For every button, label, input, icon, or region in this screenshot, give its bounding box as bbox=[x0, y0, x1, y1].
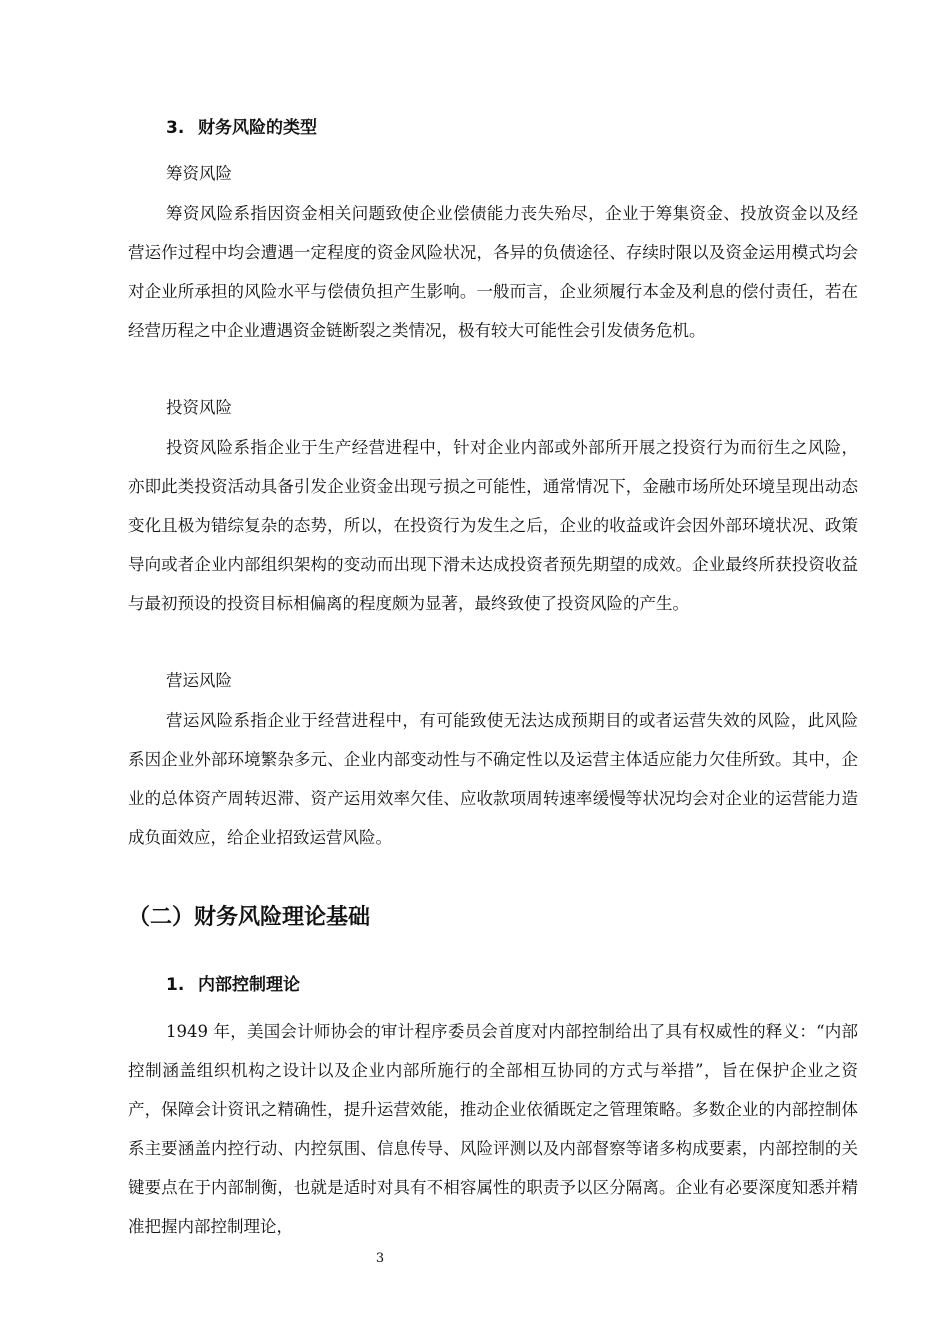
page-number: 3 bbox=[375, 1251, 385, 1266]
section-heading-internal-control bbox=[166, 973, 300, 997]
subheading-investment-risk: 投资风险 bbox=[166, 398, 232, 417]
section-number: 3. bbox=[166, 118, 185, 138]
paragraph-operation-risk: 营运风险系指企业于经营进程中，有可能致使无法达成预期目的或者运营失效的风险，此风险系因企业外部环境繁杂多元、企业内部变动性与不确定性以及运营主体适应能力欠佳所致。其中，企业的总体资产周转迟滞、资产运用效率欠佳、应收款项周转速率缓慢等状况均会对企业的运营能力造成负面效应，给企业招致运营风险。 bbox=[128, 711, 858, 847]
section-title: 内部控制理论 bbox=[198, 975, 300, 995]
subheading-financing-risk: 筹资风险 bbox=[166, 164, 232, 183]
paragraph-financing-risk: 筹资风险系指因资金相关问题致使企业偿债能力丧失殆尽，企业于筹集资金、投放资金以及经营运作过程中均会遭遇一定程度的资金风险状况，各异的负债途径、存续时限以及资金运用模式均会对企业所承担的风险水平与偿债负担产生影响。一般而言，企业须履行本金及利息的偿付责任，若在经营历程之中企业遭遇资金链断裂之类情况，极有较大可能性会引发债务危机。 bbox=[128, 204, 858, 340]
section-heading-theory: （二）财务风险理论基础 bbox=[128, 905, 371, 930]
section-title: 财务风险的类型 bbox=[198, 118, 317, 138]
section-number: 1. bbox=[166, 975, 185, 995]
subheading-operation-risk: 营运风险 bbox=[166, 671, 232, 690]
paragraph-investment-risk: 投资风险系指企业于生产经营进程中，针对企业内部或外部所开展之投资行为而衍生之风险，亦即此类投资活动具备引发企业资金出现亏损之可能性，通常情况下，金融市场所处环境呈现出动态变化且极为错综复杂的态势，所以，在投资行为发生之后，企业的收益或许会因外部环境状况、政策导向或者企业内部组织架构的变动而出现下滑未达成投资者预先期望的成效。企业最终所获投资收益与最初预设的投资目标相偏离的程度颇为显著，最终致使了投资风险的产生。 bbox=[128, 438, 858, 613]
paragraph-internal-control: 1949 年，美国会计师协会的审计程序委员会首度对内部控制给出了具有权威性的释义：“内部控制涵盖组织机构之设计以及企业内部所施行的全部相互协同的方式与举措”，旨在保护企业之资产，保障会计资讯之精确性，提升运营效能，推动企业依循既定之管理策略。多数企业的内部控制体系主要涵盖内控行动、内控氛围、信息传导、风险评测以及内部督察等诸多构成要素，内部控制的关键要点在于内部制衡，也就是适时对具有不相容属性的职责予以区分隔离。企业有必要深度知悉并精准把握内部控制理论， bbox=[128, 1022, 858, 1236]
section-heading-types bbox=[166, 116, 317, 140]
